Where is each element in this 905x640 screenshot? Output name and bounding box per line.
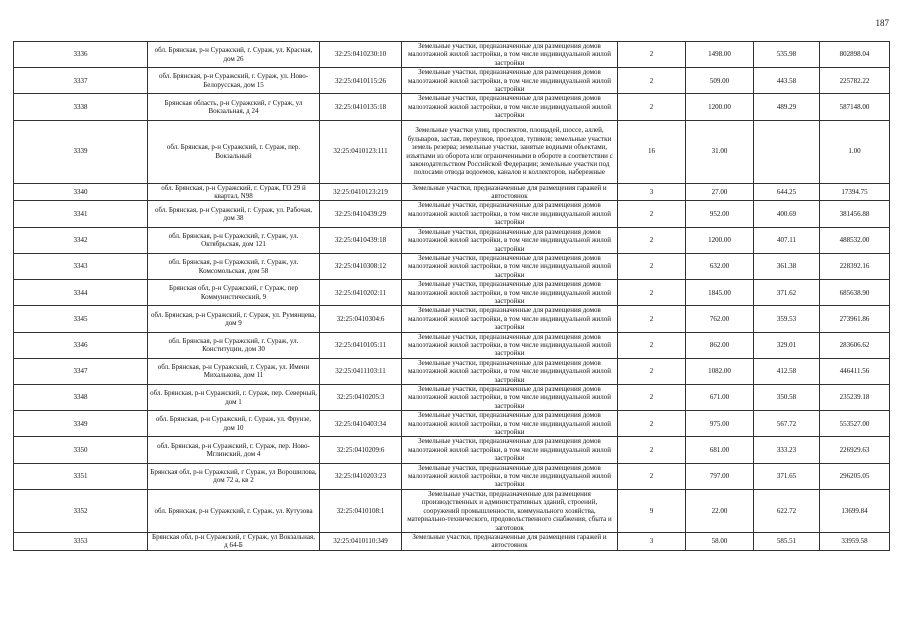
table-row [14, 532, 890, 550]
cell-cadastral-number: 32:25:0410209:6 [320, 437, 402, 463]
cell-land-use: Земельные участки, предназначенные для размещения гаражей и автостоянок [402, 183, 618, 201]
cell-group: 2 [618, 227, 686, 253]
cell-group: 3 [618, 183, 686, 201]
table-row [14, 253, 890, 279]
cell-land-use: Земельные участки, предназначенные для размещения домов малоэтажной жилой застройки, в том числе индивидуальной жилой застройки [402, 253, 618, 279]
cell-land-use: Земельные участки, предназначенные для размещения домов малоэтажной жилой застройки, в том числе индивидуальной жилой застройки [402, 437, 618, 463]
cell-area: 671.00 [686, 385, 754, 411]
cell-address: обл. Брянская, р-н Суражский, г. Сураж, ул. Красная, дом 26 [148, 42, 320, 68]
cell-number: 3347 [14, 358, 148, 384]
cell-address: обл. Брянская, р-н Суражский, г. Сураж, пер. Ново-Мглинский, дом 4 [148, 437, 320, 463]
cell-land-use: Земельные участки, предназначенные для размещения гаражей и автостоянок [402, 532, 618, 550]
cell-cadastral-number: 32:25:0410230:10 [320, 42, 402, 68]
cell-cadastral-number: 32:25:0410205:3 [320, 385, 402, 411]
cell-cadastral-value: 33959.58 [820, 532, 890, 550]
cell-specific-value: 567.72 [754, 411, 820, 437]
cell-cadastral-value: 488532.00 [820, 227, 890, 253]
cell-area: 862.00 [686, 332, 754, 358]
cell-area: 952.00 [686, 201, 754, 227]
cell-address: обл. Брянская, р-н Суражский, г. Сураж, ГО 29 й квартал, N98 [148, 183, 320, 201]
cell-specific-value: 371.62 [754, 280, 820, 306]
cell-group: 2 [618, 358, 686, 384]
cell-specific-value: 407.11 [754, 227, 820, 253]
cell-specific-value: 443.58 [754, 68, 820, 94]
cell-area: 1845.00 [686, 280, 754, 306]
cell-group: 2 [618, 385, 686, 411]
table-row [14, 42, 890, 68]
cell-cadastral-value: 553527.00 [820, 411, 890, 437]
cell-land-use: Земельные участки, предназначенные для размещения домов малоэтажной жилой застройки, в том числе индивидуальной жилой застройки [402, 332, 618, 358]
cell-address: обл. Брянская, р-н Суражский, г. Сураж, ул. Румянцева, дом 9 [148, 306, 320, 332]
cell-cadastral-value: 381456.88 [820, 201, 890, 227]
cell-cadastral-number: 32:25:0410115:26 [320, 68, 402, 94]
cell-specific-value: 535.98 [754, 42, 820, 68]
cell-group: 2 [618, 42, 686, 68]
cell-land-use: Земельные участки, предназначенные для размещения домов малоэтажной жилой застройки, в том числе индивидуальной жилой застройки [402, 94, 618, 120]
cell-land-use: Земельные участки, предназначенные для размещения домов малоэтажной жилой застройки, в том числе индивидуальной жилой застройки [402, 280, 618, 306]
cell-cadastral-value: 283606.62 [820, 332, 890, 358]
cell-address: обл. Брянская, р-н Суражский, г. Сураж, ул. Рабочая, дом 38 [148, 201, 320, 227]
cell-specific-value [754, 120, 820, 183]
cell-cadastral-number: 32:25:0410108:1 [320, 489, 402, 532]
cell-specific-value: 585.51 [754, 532, 820, 550]
table-row [14, 437, 890, 463]
cell-cadastral-number: 32:25:0410123:219 [320, 183, 402, 201]
cell-cadastral-value: 225782.22 [820, 68, 890, 94]
cell-area: 1498.00 [686, 42, 754, 68]
cell-area: 1082.00 [686, 358, 754, 384]
cell-group: 2 [618, 332, 686, 358]
cell-cadastral-value: 228392.16 [820, 253, 890, 279]
cell-area: 22.00 [686, 489, 754, 532]
registry-body [14, 42, 890, 551]
cell-specific-value: 359.53 [754, 306, 820, 332]
cell-group: 2 [618, 437, 686, 463]
cell-address: обл. Брянская, р-н Суражский, г. Сураж, ул. Комсомольская, дом 58 [148, 253, 320, 279]
cell-area: 975.00 [686, 411, 754, 437]
cell-group: 2 [618, 280, 686, 306]
cell-land-use: Земельные участки, предназначенные для размещения производственных и административных зданий, строений, сооружений промышленности, коммунального хозяйства, материально-технического, продовольственного снабжения, сбыта и заготовок [402, 489, 618, 532]
cell-address: Брянская обл, р-н Суражский, г Сураж, пер Коммунистический, 9 [148, 280, 320, 306]
cell-cadastral-number: 32:25:0410105:11 [320, 332, 402, 358]
cell-cadastral-number: 32:25:0410403:34 [320, 411, 402, 437]
land-registry-table [13, 41, 890, 551]
cell-group: 2 [618, 94, 686, 120]
table-row [14, 94, 890, 120]
table-row [14, 358, 890, 384]
cell-land-use: Земельные участки, предназначенные для размещения домов малоэтажной жилой застройки, в том числе индивидуальной жилой застройки [402, 463, 618, 489]
cell-group: 2 [618, 253, 686, 279]
table-row [14, 489, 890, 532]
table-row [14, 68, 890, 94]
cell-number: 3353 [14, 532, 148, 550]
cell-area: 27.00 [686, 183, 754, 201]
table-row [14, 332, 890, 358]
table-row [14, 411, 890, 437]
cell-number: 3339 [14, 120, 148, 183]
cell-land-use: Земельные участки улиц, проспектов, площадей, шоссе, аллей, бульваров, застав, переулков, проездов, тупиков; земельные участки земель резерва; земельные участки, занятые водными объектами, изъятыми из оборота или ограниченными в обороте в соответствии с законодательством Российской Федерации; земельные участки под полосами отвода водоемов, каналов и коллекторов, набережные [402, 120, 618, 183]
cell-address: обл. Брянская, р-н Суражский, г. Сураж, ул. Фрунзе, дом 10 [148, 411, 320, 437]
table-row [14, 227, 890, 253]
page-number: 187 [875, 18, 889, 28]
cell-address: обл. Брянская, р-н Суражский, г. Сураж, ул. Имени Михалькова, дом 11 [148, 358, 320, 384]
table-row [14, 201, 890, 227]
cell-area: 681.00 [686, 437, 754, 463]
cell-number: 3352 [14, 489, 148, 532]
cell-area: 509.00 [686, 68, 754, 94]
cell-cadastral-value: 17394.75 [820, 183, 890, 201]
cell-specific-value: 400.69 [754, 201, 820, 227]
cell-cadastral-value: 13699.84 [820, 489, 890, 532]
cell-number: 3341 [14, 201, 148, 227]
cell-cadastral-number: 32:25:0410308:12 [320, 253, 402, 279]
cell-number: 3350 [14, 437, 148, 463]
cell-cadastral-number: 32:25:0410123:111 [320, 120, 402, 183]
cell-cadastral-value: 802898.04 [820, 42, 890, 68]
cell-cadastral-number: 32:25:0410203:23 [320, 463, 402, 489]
cell-area: 762.00 [686, 306, 754, 332]
cell-number: 3345 [14, 306, 148, 332]
cell-land-use: Земельные участки, предназначенные для размещения домов малоэтажной жилой застройки, в том числе индивидуальной жилой застройки [402, 358, 618, 384]
cell-address: обл. Брянская, р-н Суражский, г. Сураж, ул. Конституции, дом 30 [148, 332, 320, 358]
cell-number: 3338 [14, 94, 148, 120]
cell-cadastral-number: 32:25:0410304:6 [320, 306, 402, 332]
cell-number: 3344 [14, 280, 148, 306]
table-row [14, 306, 890, 332]
cell-specific-value: 361.38 [754, 253, 820, 279]
cell-cadastral-number: 32:25:0410110:349 [320, 532, 402, 550]
cell-specific-value: 622.72 [754, 489, 820, 532]
cell-group: 2 [618, 201, 686, 227]
cell-land-use: Земельные участки, предназначенные для размещения домов малоэтажной жилой застройки, в том числе индивидуальной жилой застройки [402, 201, 618, 227]
cell-address: обл. Брянская, р-н Суражский, г. Сураж, ул. Ново-Белорусская, дом 15 [148, 68, 320, 94]
cell-group: 2 [618, 68, 686, 94]
cell-number: 3343 [14, 253, 148, 279]
cell-area: 1200.00 [686, 94, 754, 120]
cell-cadastral-number: 32:25:0410135:18 [320, 94, 402, 120]
cell-number: 3336 [14, 42, 148, 68]
cell-address: Брянская обл, р-н Суражский, г Сураж, ул Ворошилова, дом 72 а, кв 2 [148, 463, 320, 489]
cell-area: 31.00 [686, 120, 754, 183]
cell-area: 1200.00 [686, 227, 754, 253]
cell-cadastral-value: 296205.05 [820, 463, 890, 489]
cell-cadastral-value: 235239.18 [820, 385, 890, 411]
cell-number: 3348 [14, 385, 148, 411]
table-row [14, 280, 890, 306]
cell-land-use: Земельные участки, предназначенные для размещения домов малоэтажной жилой застройки, в том числе индивидуальной жилой застройки [402, 306, 618, 332]
table-row [14, 183, 890, 201]
table-row [14, 385, 890, 411]
cell-land-use: Земельные участки, предназначенные для размещения домов малоэтажной жилой застройки, в том числе индивидуальной жилой застройки [402, 68, 618, 94]
cell-cadastral-value: 446411.56 [820, 358, 890, 384]
cell-cadastral-number: 32:25:0410439:18 [320, 227, 402, 253]
cell-area: 797.00 [686, 463, 754, 489]
cell-address: Брянская область, р-н Суражский, г Сураж, ул Вокзальная, д 24 [148, 94, 320, 120]
cell-address: обл. Брянская, р-н Суражский, г. Сураж, пер. Северный, дом 1 [148, 385, 320, 411]
cell-specific-value: 644.25 [754, 183, 820, 201]
cell-number: 3337 [14, 68, 148, 94]
cell-land-use: Земельные участки, предназначенные для размещения домов малоэтажной жилой застройки, в том числе индивидуальной жилой застройки [402, 42, 618, 68]
table-row [14, 463, 890, 489]
cell-group: 2 [618, 463, 686, 489]
cell-cadastral-value: 685638.90 [820, 280, 890, 306]
cell-area: 632.00 [686, 253, 754, 279]
cell-group: 16 [618, 120, 686, 183]
cell-specific-value: 333.23 [754, 437, 820, 463]
cell-group: 2 [618, 411, 686, 437]
cell-land-use: Земельные участки, предназначенные для размещения домов малоэтажной жилой застройки, в том числе индивидуальной жилой застройки [402, 411, 618, 437]
cell-land-use: Земельные участки, предназначенные для размещения домов малоэтажной жилой застройки, в том числе индивидуальной жилой застройки [402, 227, 618, 253]
cell-number: 3346 [14, 332, 148, 358]
cell-land-use: Земельные участки, предназначенные для размещения домов малоэтажной жилой застройки, в том числе индивидуальной жилой застройки [402, 385, 618, 411]
cell-cadastral-value: 273961.86 [820, 306, 890, 332]
cell-group: 3 [618, 532, 686, 550]
cell-group: 9 [618, 489, 686, 532]
cell-cadastral-value: 226929.63 [820, 437, 890, 463]
cell-number: 3340 [14, 183, 148, 201]
cell-area: 58.00 [686, 532, 754, 550]
cell-number: 3351 [14, 463, 148, 489]
cell-group: 2 [618, 306, 686, 332]
table-row [14, 120, 890, 183]
cell-number: 3349 [14, 411, 148, 437]
cell-specific-value: 329.01 [754, 332, 820, 358]
cell-address: обл. Брянская, р-н Суражский, г. Сураж, ул. Октябрьская, дом 121 [148, 227, 320, 253]
cell-cadastral-value: 1.00 [820, 120, 890, 183]
cell-specific-value: 489.29 [754, 94, 820, 120]
cell-number: 3342 [14, 227, 148, 253]
cell-cadastral-value: 587148.00 [820, 94, 890, 120]
cell-address: обл. Брянская, р-н Суражский, г. Сураж, ул. Кутузова [148, 489, 320, 532]
cell-cadastral-number: 32:25:0410439:29 [320, 201, 402, 227]
cell-specific-value: 350.58 [754, 385, 820, 411]
cell-specific-value: 412.58 [754, 358, 820, 384]
cell-specific-value: 371.65 [754, 463, 820, 489]
cell-cadastral-number: 32:25:0410202:11 [320, 280, 402, 306]
cell-address: обл. Брянская, р-н Суражский, г. Сураж, пер. Вокзальный [148, 120, 320, 183]
cell-cadastral-number: 32:25:0411103:11 [320, 358, 402, 384]
cell-address: Брянская обл, р-н Суражский, г Сураж, ул Вокзальная, д 64-Б [148, 532, 320, 550]
